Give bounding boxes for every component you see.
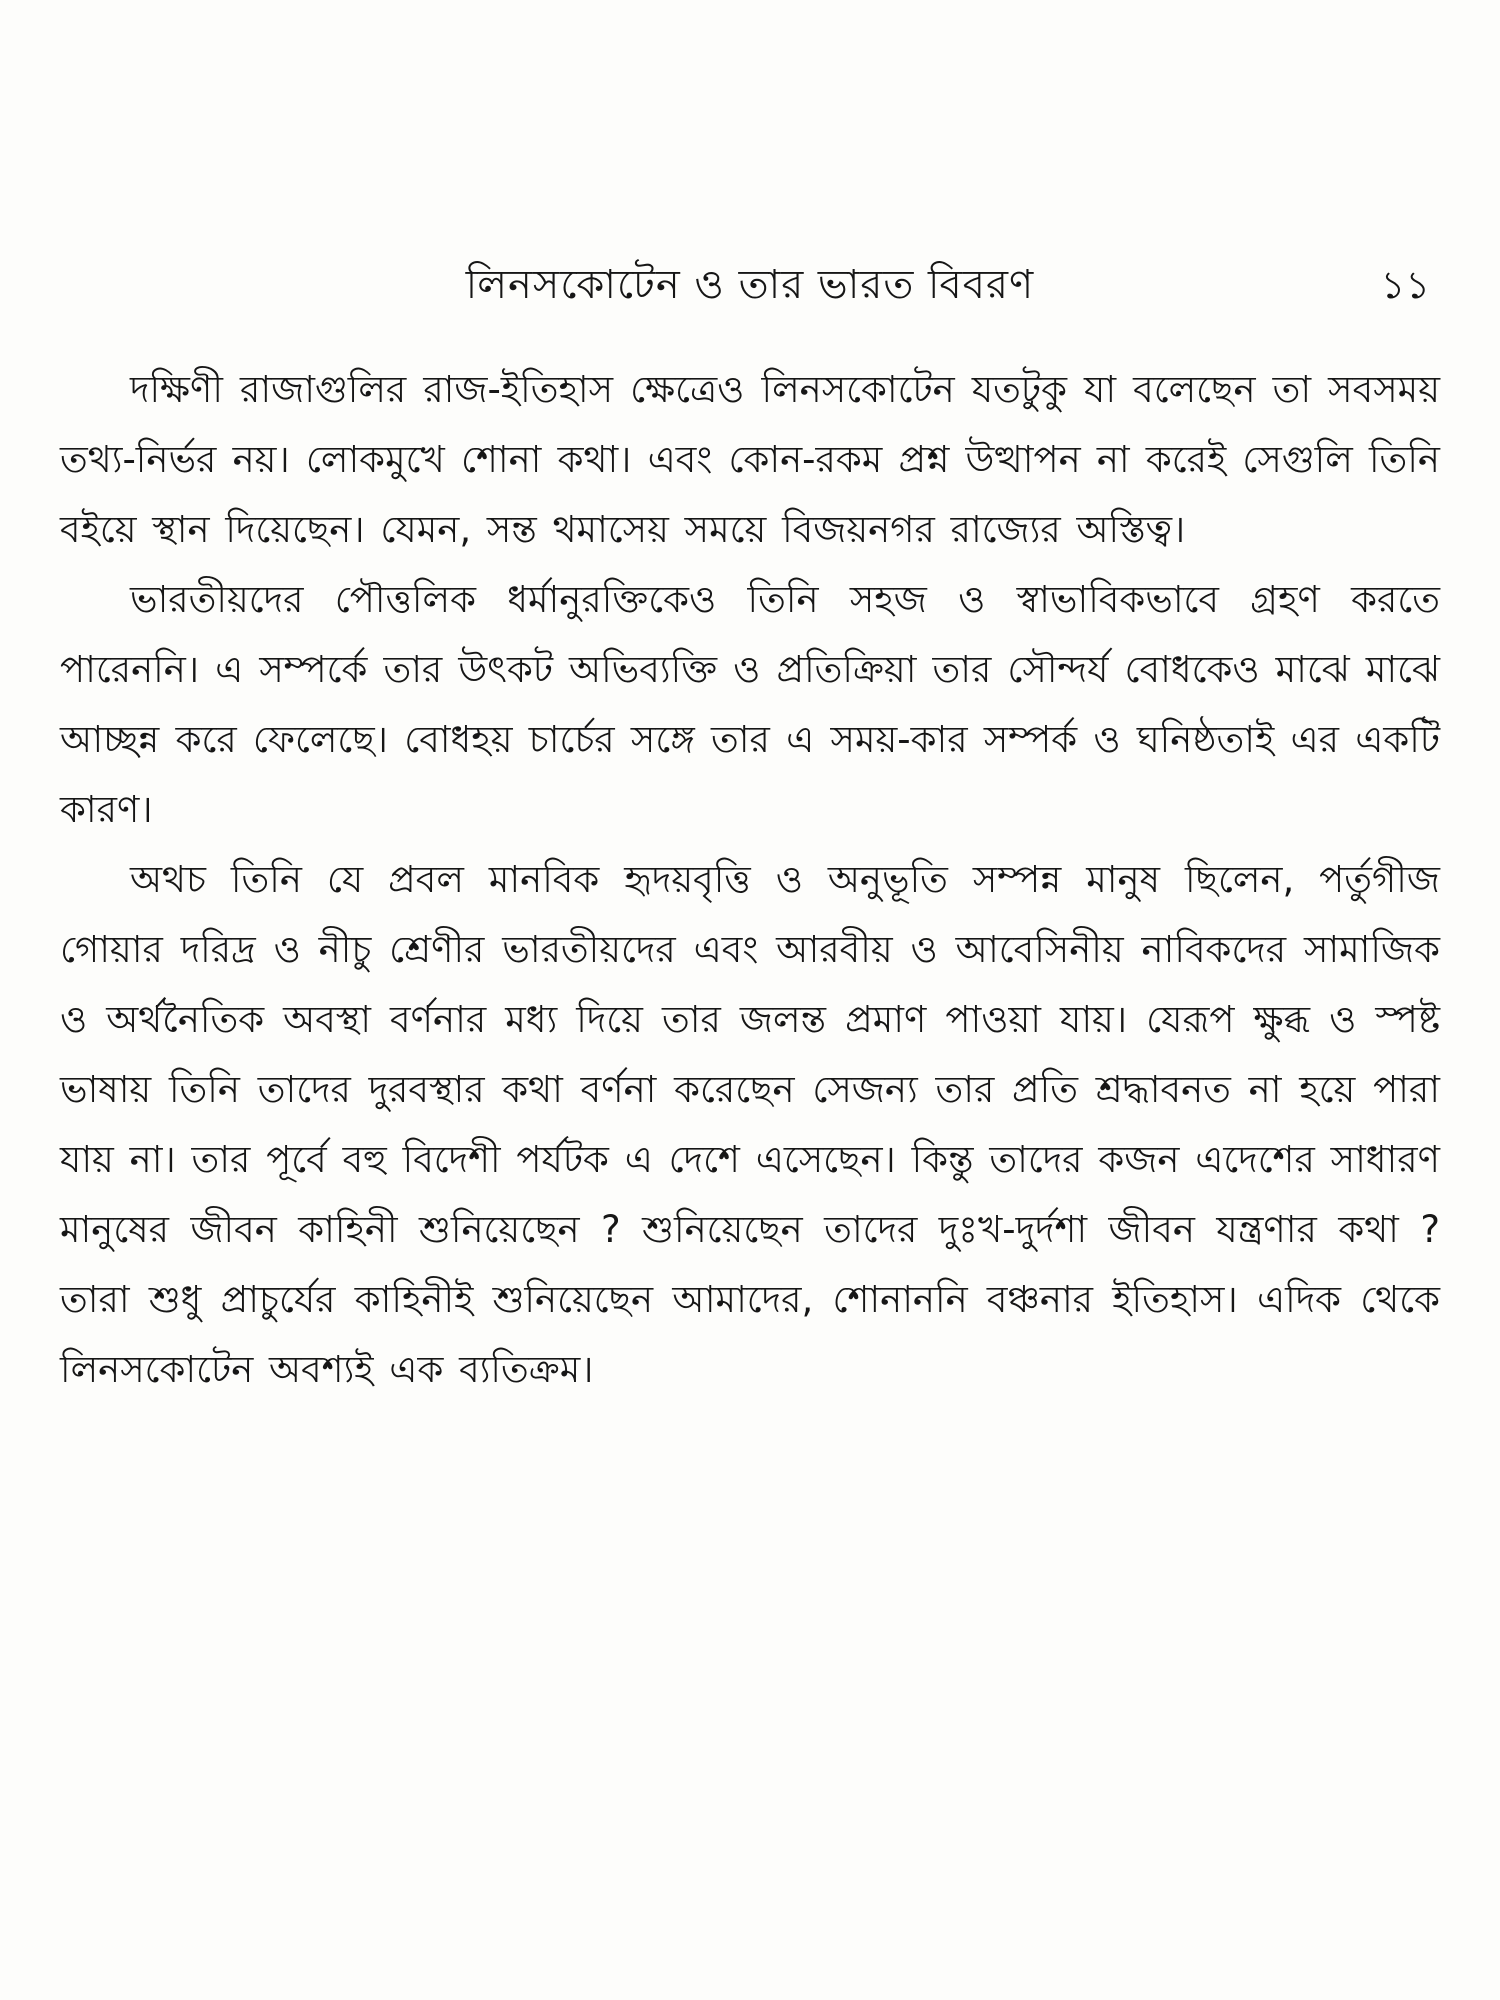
paragraph-2: ভারতীয়দের পৌত্তলিক ধর্মানুরক্তিকেও তিনি সহজ ও স্বাভাবিকভাবে গ্রহণ করতে পারেননি। এ সম্পর্কে তার উৎকট অভিব্যক্তি ও প্রতিক্রিয়া তার সৌন্দর্য বোধকেও মাঝে মাঝে আচ্ছন্ন করে ফেলেছে। বোধহয় চার্চের সঙ্গে তার এ সময়-কার সম্পর্ক ও ঘনিষ্ঠতাই এর একটি কারণ।: [60, 578, 1440, 831]
page-number: ১১: [1380, 263, 1430, 307]
paragraph-3: অথচ তিনি যে প্রবল মানবিক হৃদয়বৃত্তি ও অনুভূতি সম্পন্ন মানুষ ছিলেন, পর্তুগীজ গোয়ার দরিদ্র ও নীচু শ্রেণীর ভারতীয়দের এবং আরবীয় ও আবেসিনীয় নাবিকদের সামাজিক ও অর্থনৈতিক অবস্থা বর্ণনার মধ্য দিয়ে তার জলন্ত প্রমাণ পাওয়া যায়। যেরূপ ক্ষুব্ধ ও স্পষ্ট ভাষায় তিনি তাদের দুরবস্থার কথা বর্ণনা করেছেন সেজন্য তার প্রতি শ্রদ্ধাবনত না হয়ে পারা যায় না। তার পূর্বে বহু বিদেশী পর্যটক এ দেশে এসেছেন। কিন্তু তাদের কজন এদেশের সাধারণ মানুষের জীবন কাহিনী শুনিয়েছেন ? শুনিয়েছেন তাদের দুঃখ-দুর্দশা জীবন যন্ত্রণার কথা ? তারা শুধু প্রাচুর্যের কাহিনীই শুনিয়েছেন আমাদের, শোনাননি বঞ্চনার ইতিহাস। এদিক থেকে লিনসকোটেন অবশ্যই এক ব্যতিক্রম।: [60, 858, 1440, 1391]
paragraph-1: দক্ষিণী রাজাগুলির রাজ-ইতিহাস ক্ষেত্রেও লিনসকোটেন যতটুকু যা বলেছেন তা সবসময় তথ্য-নির্ভর নয়। লোকমুখে শোনা কথা। এবং কোন-রকম প্রশ্ন উত্থাপন না করেই সেগুলি তিনি বইয়ে স্থান দিয়েছেন। যেমন, সন্ত থমাসেয় সময়ে বিজয়নগর রাজ্যের অস্তিত্ব।: [60, 368, 1440, 551]
running-title: লিনসকোটেন ও তার ভারত বিবরণ: [465, 262, 1035, 308]
running-head: [60, 255, 1440, 315]
body-text: [60, 355, 1440, 1405]
